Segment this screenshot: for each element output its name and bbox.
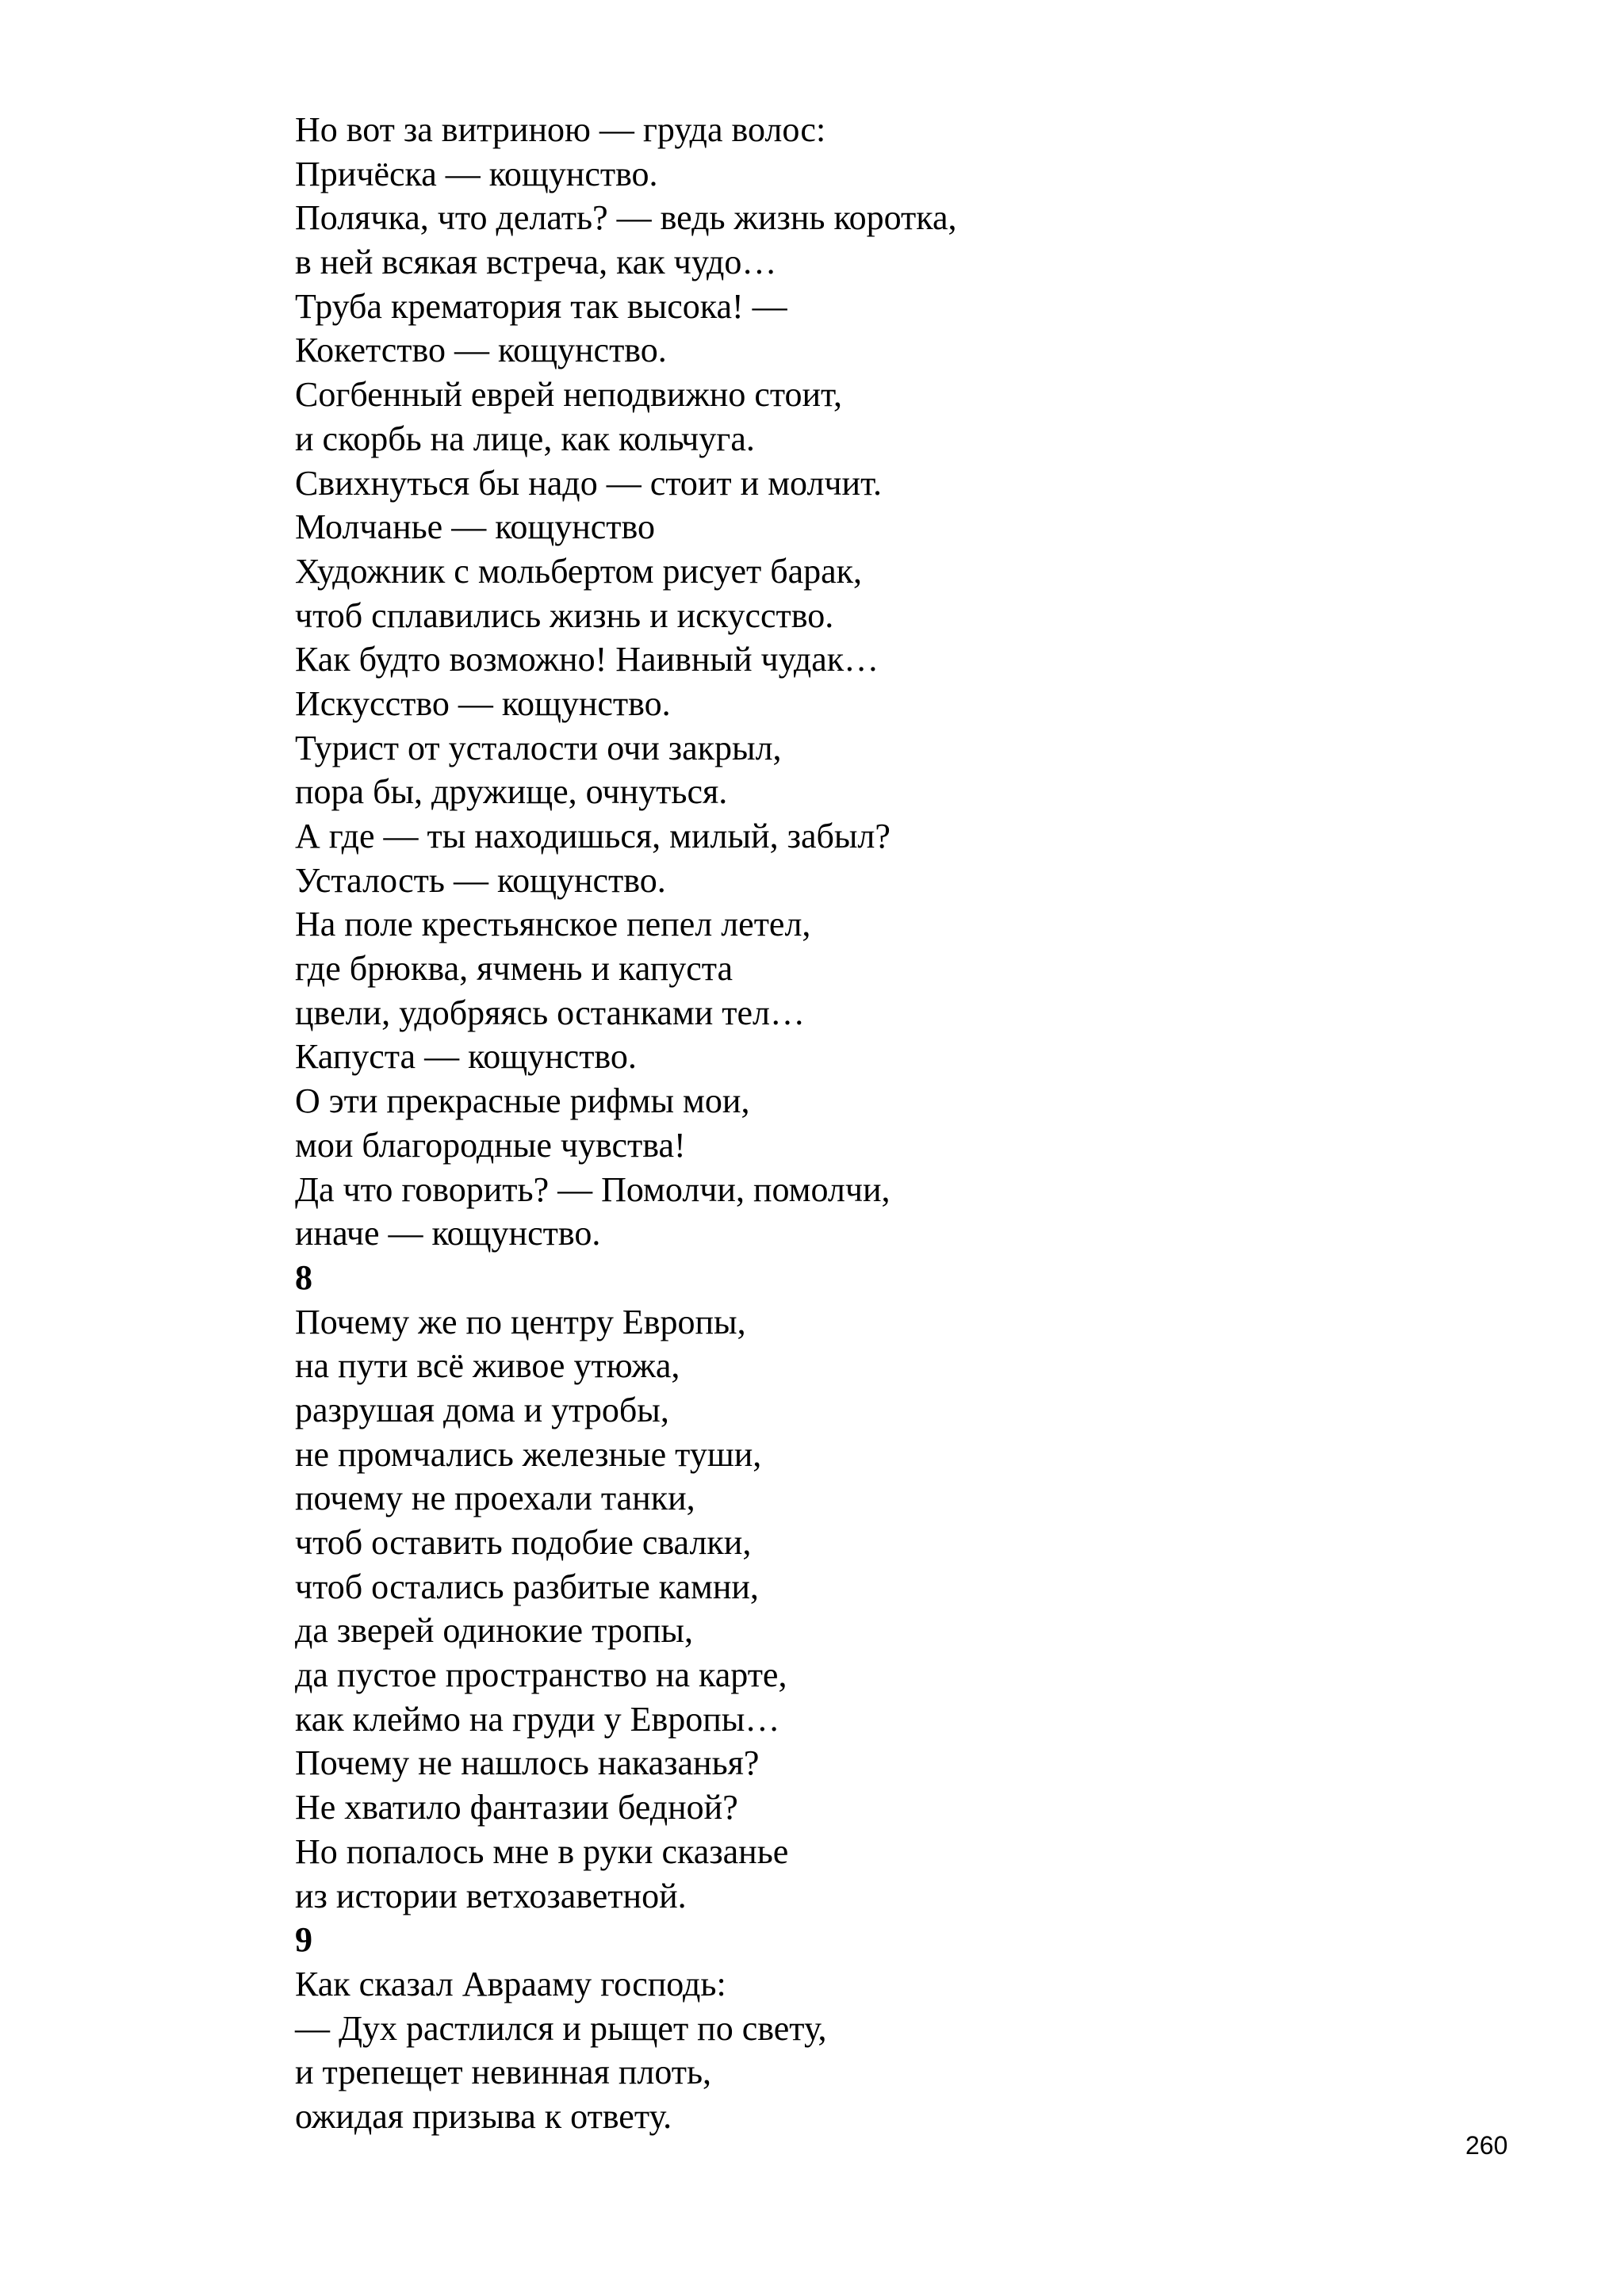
section-number-8: 8 <box>295 1257 312 1297</box>
poem-line: Почему же по центру Европы, <box>295 1302 746 1341</box>
poem-line: Капуста — кощунство. <box>295 1037 637 1077</box>
poem-line: Усталость — кощунство. <box>295 860 666 900</box>
poem-line: где брюква, ячмень и капуста <box>295 949 733 989</box>
poem-line: в ней всякая встреча, как чудо… <box>295 243 777 282</box>
poem-line: — Дух растлился и рыщет по свету, <box>295 2008 827 2048</box>
poem-line: и трепещет невинная плоть, <box>295 2053 712 2092</box>
poem-line: Почему не нашлось наказанья? <box>295 1743 760 1783</box>
poem-stanza-1 <box>295 108 1405 1256</box>
poem-line: из истории ветхозаветной. <box>295 1876 687 1915</box>
poem-line: Полячка, что делать? — ведь жизнь коротка, <box>295 198 957 238</box>
poem-line: Кокетство — кощунство. <box>295 331 667 370</box>
poem-line: пора бы, дружище, очнуться. <box>295 772 728 812</box>
poem-line: Свихнуться бы надо — стоит и молчит. <box>295 463 883 503</box>
poem-line: на пути всё живое утюжа, <box>295 1346 680 1386</box>
poem-line: Искусство — кощунство. <box>295 683 671 723</box>
poem-line: не промчались железные туши, <box>295 1434 762 1474</box>
poem-line: и скорбь на лице, как кольчуга. <box>295 419 755 458</box>
poem-line: Турист от усталости очи закрыл, <box>295 728 782 767</box>
poem-line: Причёска — кощунство. <box>295 154 658 193</box>
poem-line: А где — ты находишься, милый, забыл? <box>295 817 891 855</box>
poem-line: чтоб оставить подобие свалки, <box>295 1523 752 1562</box>
poem-section-8 <box>295 1300 1405 1919</box>
poem-section-9 <box>295 1962 1405 2139</box>
poem-line: чтоб сплавились жизнь и искусство. <box>295 595 834 635</box>
poem-line: чтоб остались разбитые камни, <box>295 1567 759 1606</box>
poem-line: Молчанье — кощунство <box>295 507 656 547</box>
poem-line: Не хватило фантазии бедной? <box>295 1788 738 1827</box>
poem-line: На поле крестьянское пепел летел, <box>295 905 811 944</box>
poem-line: иначе — кощунство. <box>295 1214 601 1253</box>
poem-line: Согбенный еврей неподвижно стоит, <box>295 375 842 415</box>
poem-line: Как будто возможно! Наивный чудак… <box>295 640 879 679</box>
poem-line: цвели, удобряясь останками тел… <box>295 993 805 1032</box>
section-number-9: 9 <box>295 1920 312 1960</box>
poem-line: Да что говорить? — Помолчи, помолчи, <box>295 1169 891 1209</box>
poem-line: Труба крематория так высока! — <box>295 286 787 326</box>
poem-line: Как сказал Аврааму господь: <box>295 1964 726 2003</box>
poem-line: почему не проехали танки, <box>295 1479 695 1518</box>
poem-line: мои благородные чувства! <box>295 1125 686 1165</box>
poem-line: ожидая призыва к ответу. <box>295 2096 672 2136</box>
poem-line: разрушая дома и утробы, <box>295 1390 669 1429</box>
poem-line: как клеймо на груди у Европы… <box>295 1699 780 1739</box>
poem-line: да пустое пространство на карте, <box>295 1655 787 1695</box>
poem-line: О эти прекрасные рифмы мои, <box>295 1081 750 1121</box>
poem-line: Но попалось мне в руки сказанье <box>295 1831 789 1871</box>
poem-line: Художник с мольбертом рисует барак, <box>295 551 863 591</box>
poem-line: Но вот за витриною — груда волос: <box>295 110 826 149</box>
page-number: 260 <box>1465 2131 1508 2160</box>
poem-line: да зверей одинокие тропы, <box>295 1611 693 1651</box>
poem-text <box>295 108 1405 2139</box>
